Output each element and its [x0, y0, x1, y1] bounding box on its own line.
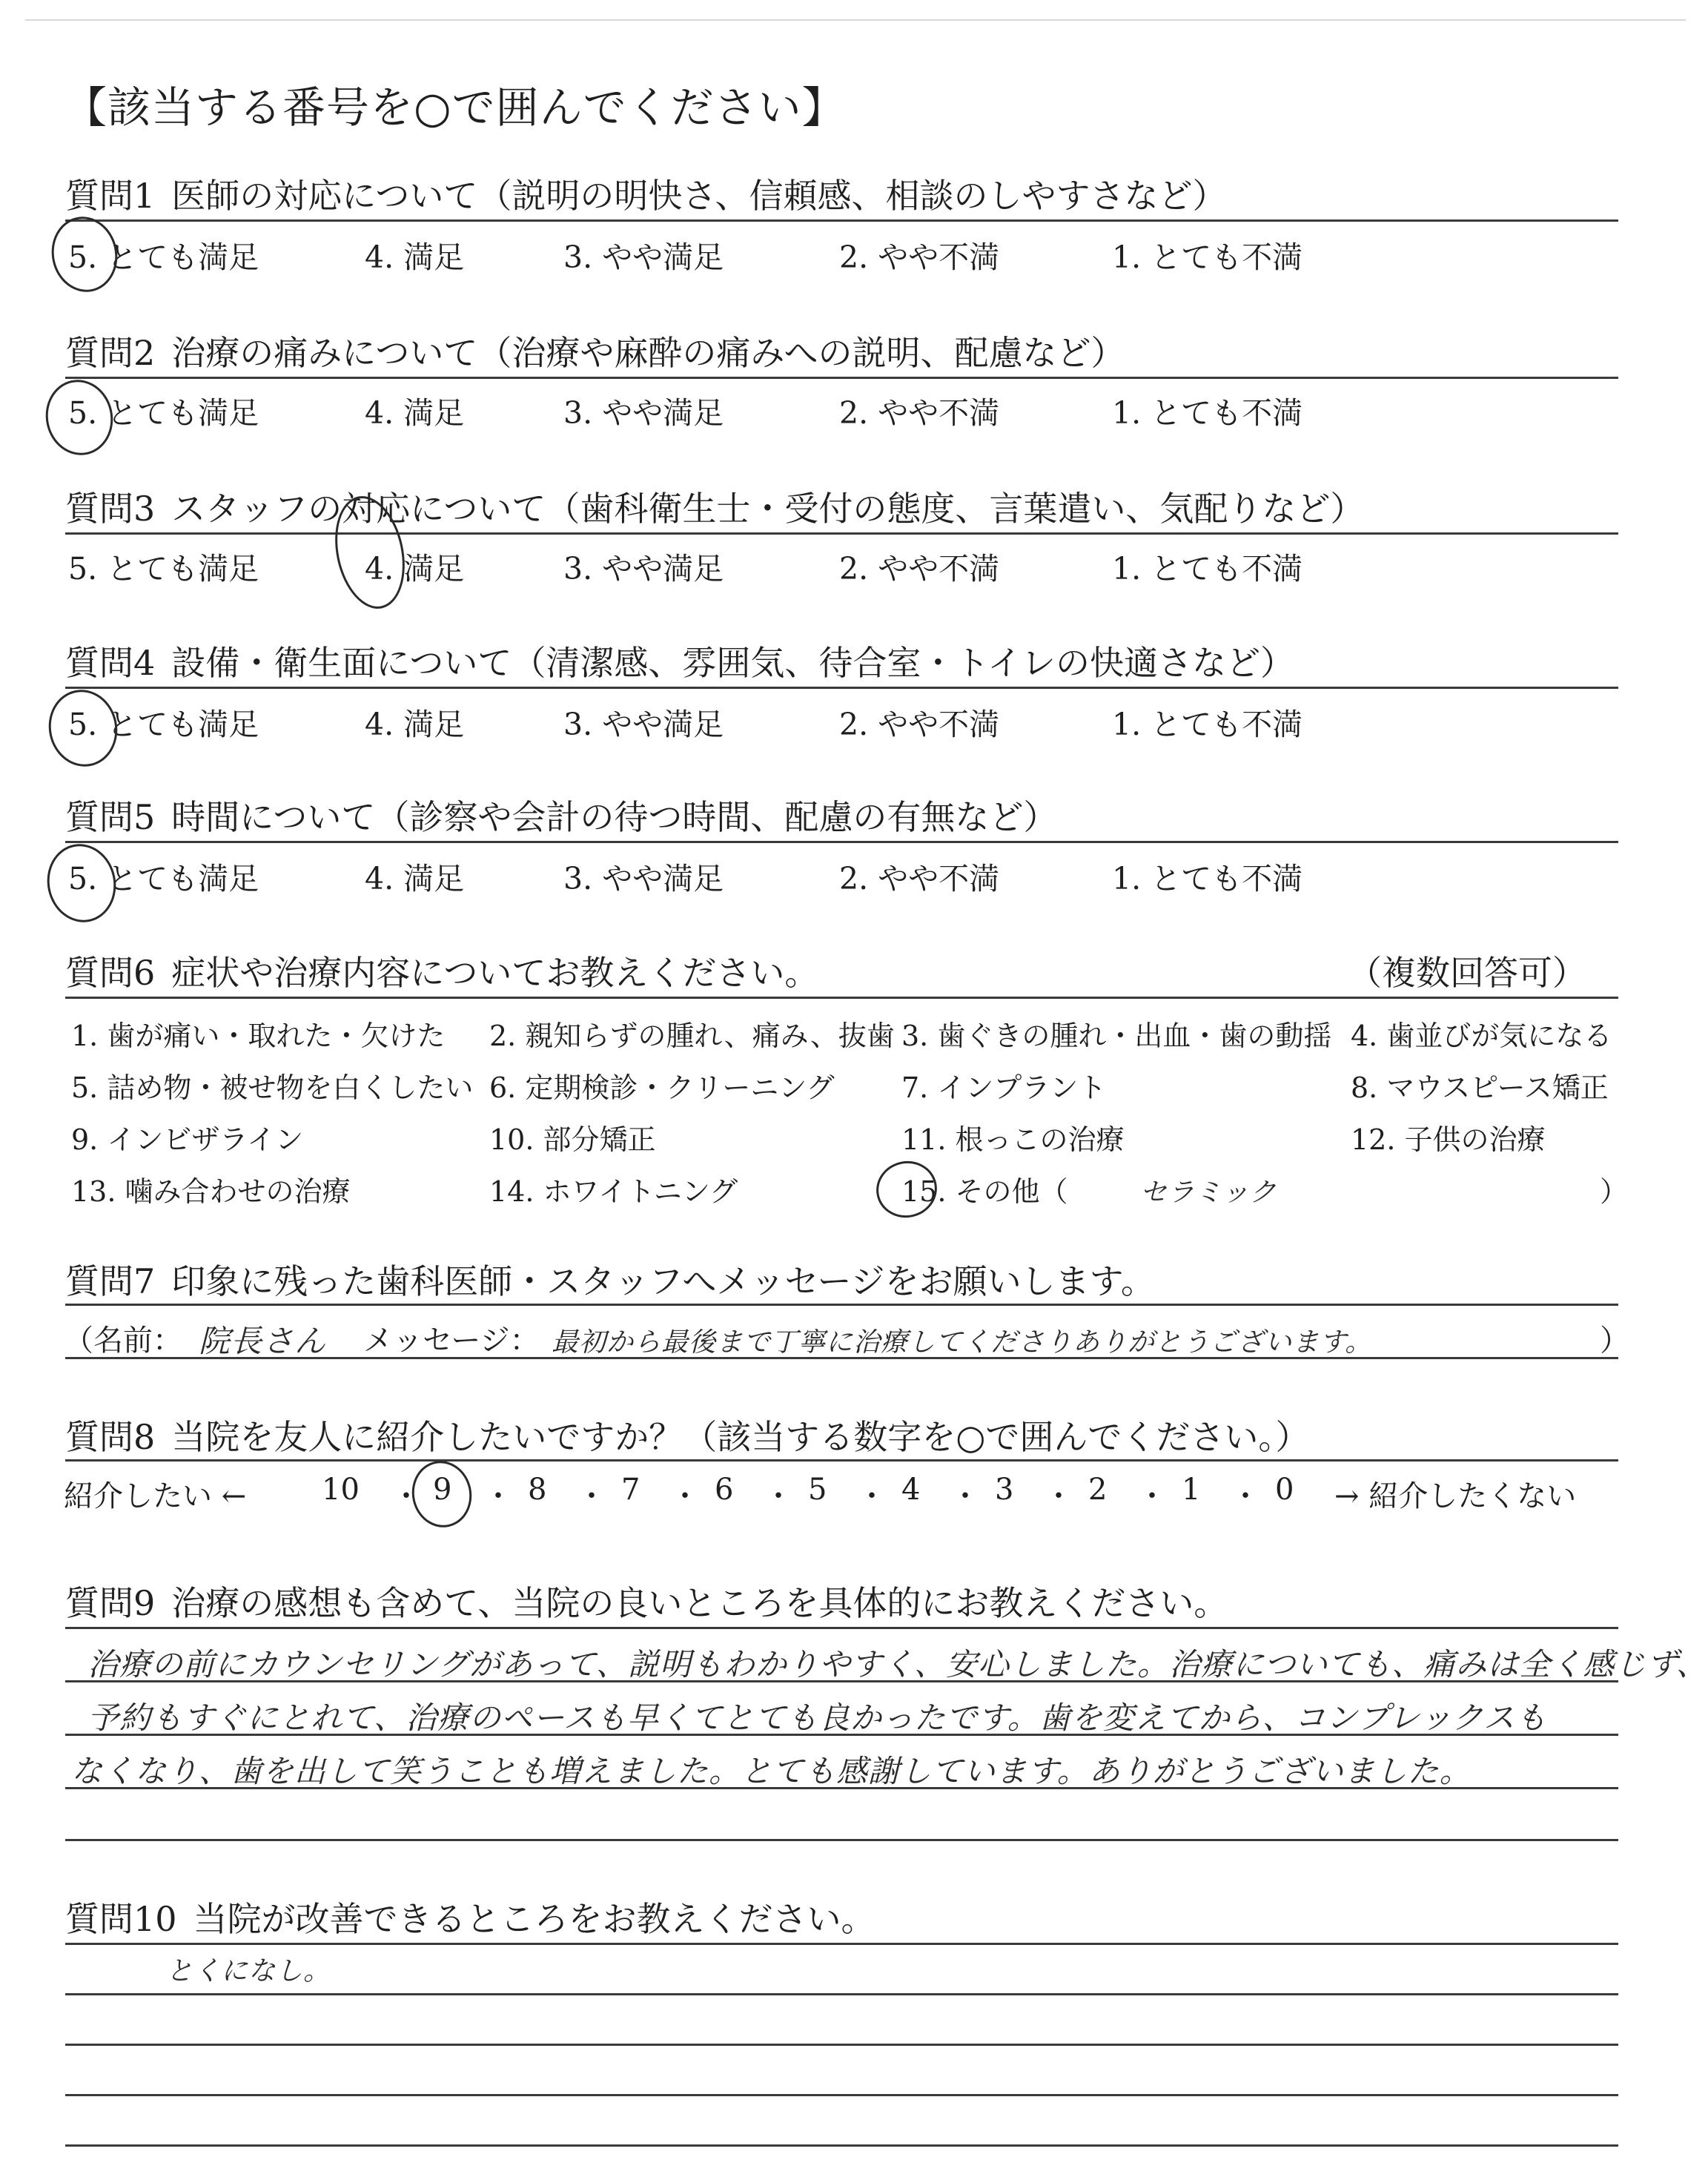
question-9-rule [65, 1627, 1618, 1629]
q4-option-4[interactable]: 4. 満足 [365, 707, 465, 742]
q3-option-2[interactable]: 2. やや不満 [839, 551, 1000, 587]
q9-answer-rule [65, 1787, 1618, 1789]
q5-option-3[interactable]: 3. やや満足 [563, 861, 724, 896]
q8-scale-4[interactable]: 4 [901, 1473, 921, 1507]
question-2-title [65, 326, 1125, 375]
q8-separator: ・ [483, 1479, 513, 1513]
q6-option-10[interactable]: 10. 部分矯正 [489, 1123, 656, 1156]
q9-answer-line-2[interactable]: 予約もすぐにとれて、治療のペースも早くてとても良かったです。歯を変えてから、コンプレックスも [87, 1700, 1548, 1736]
question-6-number: 質問6 [65, 953, 156, 993]
question-1-number: 質問1 [65, 176, 156, 216]
q1-option-3[interactable]: 3. やや満足 [563, 240, 724, 275]
question-3-text: スタッフの対応について（歯科衛生士・受付の態度、言葉遣い、気配りなど） [171, 489, 1365, 529]
q7-message-value[interactable]: 最初から最後まで丁寧に治療してくださりありがとうございます。 [552, 1327, 1373, 1358]
question-8-rule [65, 1459, 1618, 1462]
q8-scale-1[interactable]: 1 [1182, 1473, 1201, 1507]
q8-separator: ・ [391, 1479, 421, 1513]
q8-scale-3[interactable]: 3 [995, 1473, 1014, 1507]
question-4-number: 質問4 [65, 643, 156, 683]
q9-answer-line-1[interactable]: 治療の前にカウンセリングがあって、説明もわかりやすく、安心しました。治療についても、痛みは全く感じず、 [87, 1646, 1708, 1682]
q4-option-5[interactable]: 5. とても満足 [68, 707, 259, 742]
q7-name-value[interactable]: 院長さん [199, 1323, 327, 1359]
q10-answer-line-1[interactable]: とくになし。 [166, 1956, 331, 1986]
question-5-title [65, 790, 1057, 839]
q1-option-2[interactable]: 2. やや不満 [839, 240, 1000, 275]
q8-separator: ・ [1137, 1479, 1167, 1513]
question-6-title [65, 946, 818, 995]
q6-option-13[interactable]: 13. 噛み合わせの治療 [71, 1175, 351, 1208]
question-8-text: 当院を友人に紹介したいですか？（該当する数字を○で囲んでください。） [171, 1417, 1310, 1457]
q2-selection-circle [39, 374, 119, 461]
q1-option-5[interactable]: 5. とても満足 [68, 240, 259, 275]
q1-option-1[interactable]: 1. とても不満 [1112, 240, 1303, 275]
q3-option-1[interactable]: 1. とても不満 [1112, 551, 1303, 587]
q6-option-3[interactable]: 3. 歯ぐきの腫れ・出血・歯の動揺 [901, 1020, 1332, 1052]
q8-scale-0[interactable]: 0 [1275, 1473, 1294, 1507]
question-10-rule [65, 1943, 1618, 1945]
page-top-edge [25, 19, 1686, 21]
q6-option-1[interactable]: 1. 歯が痛い・取れた・欠けた [71, 1020, 446, 1052]
q4-option-1[interactable]: 1. とても不満 [1112, 707, 1303, 742]
q9-answer-rule [65, 1734, 1618, 1736]
q8-selection-circle [406, 1456, 478, 1533]
q8-scale-6[interactable]: 6 [715, 1473, 734, 1507]
q2-option-1[interactable]: 1. とても不満 [1112, 395, 1303, 431]
q9-answer-rule [65, 1839, 1618, 1841]
q6-option-4[interactable]: 4. 歯並びが気になる [1351, 1020, 1612, 1052]
q8-right-label: → 紹介したくない [1334, 1479, 1577, 1513]
question-5-number: 質問5 [65, 797, 156, 837]
q8-left-label: 紹介したい ← [64, 1479, 247, 1513]
q8-scale-7[interactable]: 7 [621, 1473, 640, 1507]
q7-message-label: メッセージ： [363, 1324, 540, 1358]
question-3-title [65, 482, 1364, 531]
q5-option-1[interactable]: 1. とても不満 [1112, 861, 1303, 896]
q2-option-3[interactable]: 3. やや満足 [563, 395, 724, 431]
q8-separator: ・ [1231, 1479, 1260, 1513]
q8-scale-10[interactable]: 10 [322, 1473, 360, 1507]
q8-scale-9[interactable]: 9 [433, 1473, 452, 1507]
question-4-text: 設備・衛生面について（清潔感、雰囲気、待合室・トイレの快適さなど） [171, 643, 1295, 683]
q6-other-close-paren: ） [1600, 1175, 1629, 1208]
question-7-title [65, 1255, 1155, 1304]
q3-option-3[interactable]: 3. やや満足 [563, 551, 724, 587]
question-10-number: 質問10 [65, 1899, 177, 1939]
question-1-title [65, 169, 1227, 218]
question-4-rule [65, 687, 1618, 689]
q4-option-2[interactable]: 2. やや不満 [839, 707, 1000, 742]
page-title: 【該当する番号を○で囲んでください】 [64, 82, 846, 133]
q8-separator: ・ [950, 1479, 980, 1513]
question-7-number: 質問7 [65, 1261, 156, 1301]
question-1-rule [65, 219, 1618, 222]
q6-option-6[interactable]: 6. 定期検診・クリーニング [489, 1071, 835, 1104]
q6-option-15[interactable]: 15. その他（ [901, 1175, 1068, 1208]
question-9-number: 質問9 [65, 1583, 156, 1623]
q5-selection-circle [40, 838, 123, 929]
q8-separator: ・ [670, 1479, 700, 1513]
q10-answer-rule [65, 1993, 1618, 1995]
q8-separator: ・ [1044, 1479, 1073, 1513]
question-2-rule [65, 377, 1618, 379]
q4-selection-circle [42, 684, 125, 773]
q3-option-4[interactable]: 4. 満足 [365, 551, 465, 587]
question-1-text: 医師の対応について（説明の明快さ、信頼感、相談のしやすさなど） [171, 176, 1227, 216]
q3-option-5[interactable]: 5. とても満足 [68, 551, 259, 587]
question-8-title [65, 1410, 1309, 1459]
q6-option-11[interactable]: 11. 根っこの治療 [901, 1123, 1125, 1156]
question-2-text: 治療の痛みについて（治療や麻酔の痛みへの説明、配慮など） [171, 333, 1125, 373]
q1-option-4[interactable]: 4. 満足 [365, 240, 465, 275]
question-10-title [65, 1892, 875, 1941]
question-2-number: 質問2 [65, 333, 156, 373]
q8-scale-5[interactable]: 5 [808, 1473, 827, 1507]
q8-scale-8[interactable]: 8 [528, 1473, 547, 1507]
q10-answer-rule [65, 2094, 1618, 2096]
q6-option-7[interactable]: 7. インプラント [901, 1071, 1107, 1104]
q6-option-5[interactable]: 5. 詰め物・被せ物を白くしたい [71, 1071, 474, 1104]
question-8-number: 質問8 [65, 1417, 156, 1457]
q8-separator: ・ [577, 1479, 606, 1513]
q1-selection-circle [44, 211, 124, 298]
question-10-text: 当院が改善できるところをお教えください。 [193, 1899, 875, 1939]
q10-answer-rule [65, 2044, 1618, 2046]
question-7-text: 印象に残った歯科医師・スタッフへメッセージをお願いします。 [171, 1261, 1155, 1301]
question-9-text: 治療の感想も含めて、当院の良いところを具体的にお教えください。 [171, 1583, 1228, 1623]
question-6-note: （複数回答可） [1348, 953, 1586, 993]
q5-option-5[interactable]: 5. とても満足 [68, 861, 259, 896]
question-9-title [65, 1576, 1228, 1625]
q6-option-14[interactable]: 14. ホワイトニング [489, 1175, 738, 1208]
question-6-text: 症状や治療内容についてお教えください。 [171, 953, 819, 993]
q6-option-8[interactable]: 8. マウスピース矯正 [1351, 1071, 1609, 1104]
q9-answer-line-3[interactable]: なくなり、歯を出して笑うことも増えました。とても感謝しています。ありがとうございました。 [71, 1753, 1472, 1789]
q4-option-3[interactable]: 3. やや満足 [563, 707, 724, 742]
q8-scale-2[interactable]: 2 [1088, 1473, 1108, 1507]
q6-option-12[interactable]: 12. 子供の治療 [1351, 1123, 1546, 1156]
q8-separator: ・ [764, 1479, 793, 1513]
q5-option-2[interactable]: 2. やや不満 [839, 861, 1000, 896]
q6-option-9[interactable]: 9. インビザライン [71, 1123, 304, 1156]
question-6-rule [65, 997, 1618, 999]
question-5-text: 時間について（診察や会計の待つ時間、配慮の有無など） [171, 797, 1058, 837]
q7-name-label: （名前： [64, 1324, 182, 1358]
q9-answer-rule [65, 1680, 1618, 1682]
q2-option-4[interactable]: 4. 満足 [365, 395, 465, 431]
q7-close-paren: ） [1600, 1324, 1629, 1358]
q2-option-2[interactable]: 2. やや不満 [839, 395, 1000, 431]
question-7-rule [65, 1304, 1618, 1306]
question-4-title [65, 636, 1294, 685]
q8-separator: ・ [857, 1479, 887, 1513]
q6-other-answer[interactable]: セラミック [1140, 1178, 1277, 1208]
q6-selection-circle [871, 1155, 942, 1223]
q5-option-4[interactable]: 4. 満足 [365, 861, 465, 896]
q10-answer-rule [65, 2144, 1618, 2147]
question-5-rule [65, 841, 1618, 843]
question-3-rule [65, 532, 1618, 535]
q7-answer-rule [65, 1357, 1618, 1359]
q6-option-2[interactable]: 2. 親知らずの腫れ、痛み、抜歯 [489, 1020, 895, 1052]
question-3-number: 質問3 [65, 489, 156, 529]
q2-option-5[interactable]: 5. とても満足 [68, 395, 259, 431]
